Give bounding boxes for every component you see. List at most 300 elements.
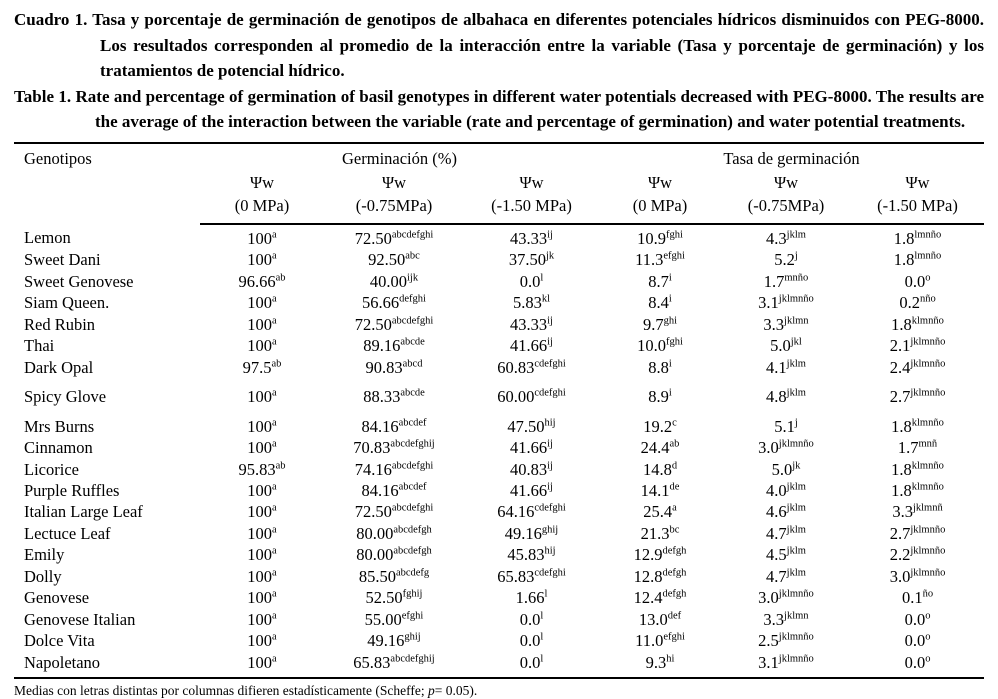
significance-letters: klmnño <box>911 481 944 493</box>
value-cell <box>200 357 324 386</box>
value-cell <box>599 544 721 565</box>
significance-letters: klmnño <box>911 417 944 429</box>
cell-value: 49.16 <box>504 523 542 543</box>
cell-value: 8.7 <box>648 271 669 291</box>
cell-value: 0.0 <box>904 652 926 672</box>
table-row <box>14 566 984 587</box>
caption-english-label: Table 1. <box>14 86 72 106</box>
condition-header: (-0.75MPa) <box>721 194 851 223</box>
cell-value: 10.9 <box>637 228 666 248</box>
cell-value: 13.0 <box>638 609 668 629</box>
cell-value: 1.8 <box>893 250 915 270</box>
significance-letters: defgh <box>662 545 687 557</box>
table-row <box>14 630 984 651</box>
cell-value: 3.0 <box>758 588 779 608</box>
significance-letters: kl <box>541 293 551 305</box>
significance-letters: j <box>794 417 798 429</box>
cell-value: 65.83 <box>497 566 535 586</box>
significance-letters: jklmnño <box>910 524 946 536</box>
cell-value: 100 <box>247 652 273 672</box>
value-cell <box>200 292 324 313</box>
significance-letters: abcdef <box>398 417 427 429</box>
value-cell <box>599 357 721 386</box>
value-cell <box>851 357 984 386</box>
cell-value: 60.00 <box>497 387 535 407</box>
cell-value: 4.0 <box>766 480 787 500</box>
significance-letters: jklm <box>786 545 806 557</box>
cell-value: 70.83 <box>353 438 391 458</box>
value-cell <box>464 292 599 313</box>
psi-label: Ψw <box>381 172 407 192</box>
footnote-prefix: Medias con letras distintas por columnas difieren estadísticamente (Scheffe; <box>14 683 428 699</box>
psi-label: Ψw <box>519 172 544 192</box>
value-cell <box>200 609 324 630</box>
cell-value: 0.0 <box>904 631 926 651</box>
cell-value: 2.7 <box>889 523 911 543</box>
value-cell <box>324 544 464 565</box>
cell-value: 100 <box>247 588 273 608</box>
cell-value: 4.5 <box>766 545 787 565</box>
group-header-row <box>14 143 984 170</box>
psi-label: Ψw <box>773 172 799 192</box>
value-cell <box>324 249 464 270</box>
cell-value: 100 <box>247 314 273 334</box>
genotype-name: Lemon <box>24 228 71 248</box>
cell-value: 47.50 <box>507 416 545 436</box>
value-cell <box>200 566 324 587</box>
significance-letters: ño <box>922 588 934 600</box>
value-cell <box>851 335 984 356</box>
significance-letters: hi <box>666 653 675 665</box>
cell-value: 5.83 <box>512 293 542 313</box>
value-cell <box>464 544 599 565</box>
value-cell <box>324 566 464 587</box>
significance-letters: efghi <box>401 610 424 622</box>
value-cell <box>599 480 721 501</box>
cell-value: 1.8 <box>891 314 912 334</box>
cell-value: 4.7 <box>766 523 787 543</box>
significance-letters: a <box>272 250 277 262</box>
footnote-p-symbol: p <box>428 683 435 699</box>
table-row <box>14 249 984 270</box>
table-row <box>14 335 984 356</box>
value-cell <box>324 386 464 415</box>
value-cell <box>200 480 324 501</box>
table-row <box>14 609 984 630</box>
value-cell <box>599 335 721 356</box>
table-row <box>14 544 984 565</box>
value-cell <box>721 652 851 678</box>
psi-label: Ψw <box>647 172 673 192</box>
significance-letters: abcdefgh <box>393 524 432 536</box>
value-cell <box>324 224 464 249</box>
value-cell <box>324 357 464 386</box>
value-cell <box>721 249 851 270</box>
cell-value: 1.7 <box>763 271 785 291</box>
value-cell <box>464 609 599 630</box>
value-cell <box>851 587 984 608</box>
significance-letters: jklmnño <box>910 545 946 557</box>
significance-letters: a <box>272 631 277 643</box>
cell-value: 11.3 <box>635 250 664 270</box>
table-header <box>14 143 984 224</box>
cell-value: 100 <box>247 545 273 565</box>
cell-value: 0.1 <box>901 588 923 608</box>
significance-letters: o <box>925 610 931 622</box>
table-captions <box>14 7 984 135</box>
significance-letters: abcdefg <box>395 567 430 579</box>
cell-value: 55.00 <box>364 609 402 629</box>
significance-letters: c <box>672 417 677 429</box>
condition-header: (-1.50 MPa) <box>851 194 984 223</box>
table-row <box>14 357 984 386</box>
cell-value: 5.0 <box>771 459 793 479</box>
value-cell <box>721 292 851 313</box>
table-row <box>14 501 984 522</box>
cell-value: 4.3 <box>766 228 787 248</box>
value-cell <box>721 523 851 544</box>
genotype-name: Sweet Dani <box>24 250 101 270</box>
value-cell <box>851 523 984 544</box>
caption-english <box>14 84 984 135</box>
cell-value: 100 <box>247 631 273 651</box>
significance-letters: a <box>272 502 277 514</box>
value-cell <box>851 292 984 313</box>
cell-value: 19.2 <box>643 416 673 436</box>
significance-letters: mnño <box>784 272 809 284</box>
significance-letters: o <box>925 653 931 665</box>
significance-letters: a <box>272 293 277 305</box>
cell-value: 45.83 <box>507 545 545 565</box>
genotype-name: Emily <box>24 545 65 565</box>
condition-header: (0 MPa) <box>599 194 721 223</box>
significance-letters: ij <box>547 229 553 241</box>
cell-value: 41.66 <box>510 438 548 458</box>
value-cell <box>599 587 721 608</box>
value-cell <box>324 609 464 630</box>
value-cell <box>200 249 324 270</box>
significance-letters: a <box>272 588 277 600</box>
table-row <box>14 587 984 608</box>
value-cell <box>200 523 324 544</box>
cell-value: 64.16 <box>497 502 535 522</box>
significance-letters: jklm <box>786 481 806 493</box>
significance-letters: def <box>667 610 682 622</box>
cell-value: 100 <box>247 609 273 629</box>
cell-value: 37.50 <box>508 250 546 270</box>
value-cell <box>599 609 721 630</box>
cell-value: 84.16 <box>361 416 399 436</box>
value-cell <box>851 459 984 480</box>
significance-letters: abcdefghi <box>391 502 434 514</box>
value-cell <box>200 224 324 249</box>
value-cell <box>721 386 851 415</box>
significance-letters: jklmnño <box>778 631 814 643</box>
cell-value: 100 <box>247 502 273 522</box>
value-cell <box>324 292 464 313</box>
significance-letters: a <box>272 524 277 536</box>
cell-value: 12.8 <box>633 566 663 586</box>
significance-letters: defgh <box>662 567 687 579</box>
genotype-name: Purple Ruffles <box>24 480 120 500</box>
value-cell <box>200 544 324 565</box>
value-cell <box>851 609 984 630</box>
cell-value: 11.0 <box>635 631 664 651</box>
cell-value: 72.50 <box>354 228 392 248</box>
significance-letters: jklm <box>786 229 806 241</box>
value-cell <box>851 566 984 587</box>
significance-letters: abc <box>405 250 420 262</box>
value-cell <box>721 609 851 630</box>
significance-letters: ab <box>271 358 282 370</box>
value-cell <box>599 630 721 651</box>
value-cell <box>599 523 721 544</box>
cell-value: 3.0 <box>889 566 911 586</box>
significance-letters: jklmn <box>784 610 809 622</box>
significance-letters: i <box>668 293 672 305</box>
cell-value: 1.8 <box>893 228 915 248</box>
genotype-name: Siam Queen. <box>24 293 110 313</box>
genotype-name: Italian Large Leaf <box>24 502 143 522</box>
significance-letters: a <box>272 417 277 429</box>
value-cell <box>599 459 721 480</box>
significance-letters: i <box>668 387 672 399</box>
cell-value: 56.66 <box>362 293 400 313</box>
value-cell <box>464 249 599 270</box>
value-cell <box>324 523 464 544</box>
value-cell <box>464 314 599 335</box>
significance-letters: ij <box>547 315 553 327</box>
caption-spanish-label: Cuadro 1. <box>14 10 88 29</box>
value-cell <box>721 480 851 501</box>
significance-letters: fghi <box>665 229 683 241</box>
genotype-name: Licorice <box>24 459 79 479</box>
significance-letters: efghi <box>663 631 685 643</box>
significance-letters: ghij <box>541 524 559 536</box>
cell-value: 97.5 <box>242 357 272 377</box>
footnote-suffix: = 0.05). <box>434 683 478 699</box>
value-cell <box>464 357 599 386</box>
significance-letters: ij <box>547 336 553 348</box>
cell-value: 14.1 <box>640 480 670 500</box>
table-row <box>14 437 984 458</box>
value-cell <box>324 271 464 292</box>
value-cell <box>721 416 851 437</box>
significance-letters: l <box>540 653 544 665</box>
cell-value: 1.7 <box>897 438 919 458</box>
cell-value: 40.83 <box>510 459 548 479</box>
cell-value: 3.0 <box>758 438 779 458</box>
value-cell <box>200 501 324 522</box>
significance-letters: abcdefghi <box>391 315 434 327</box>
significance-letters: jk <box>545 250 555 262</box>
value-cell <box>721 437 851 458</box>
value-cell <box>599 652 721 678</box>
significance-letters: abcde <box>400 336 425 348</box>
value-cell <box>464 501 599 522</box>
value-cell <box>851 544 984 565</box>
value-cell <box>200 386 324 415</box>
cell-value: 4.6 <box>766 502 787 522</box>
cell-value: 43.33 <box>510 314 548 334</box>
value-cell <box>324 652 464 678</box>
cell-value: 8.8 <box>648 357 669 377</box>
value-cell <box>599 314 721 335</box>
significance-letters: nño <box>919 293 936 305</box>
cell-value: 100 <box>247 387 273 407</box>
significance-letters: ij <box>547 460 553 471</box>
value-cell <box>851 314 984 335</box>
significance-letters: cdefghi <box>534 502 566 514</box>
cell-value: 89.16 <box>363 336 401 356</box>
cell-value: 12.4 <box>633 588 663 608</box>
significance-letters: defgh <box>662 588 687 600</box>
cell-value: 41.66 <box>510 480 548 500</box>
significance-letters: fghi <box>665 336 683 348</box>
table-body <box>14 224 984 678</box>
table-row <box>14 480 984 501</box>
cell-value: 60.83 <box>497 357 535 377</box>
significance-letters: jklmnño <box>778 293 814 305</box>
cell-value: 5.2 <box>774 250 795 270</box>
significance-letters: jklmnño <box>778 438 814 450</box>
cell-value: 4.8 <box>766 387 787 407</box>
significance-letters: o <box>925 631 931 643</box>
significance-letters: abcdef <box>398 481 427 493</box>
cell-value: 84.16 <box>361 480 399 500</box>
cell-value: 4.7 <box>766 566 787 586</box>
value-cell <box>200 437 324 458</box>
significance-letters: jklm <box>786 567 806 579</box>
significance-letters: a <box>272 545 277 557</box>
value-cell <box>464 480 599 501</box>
cell-value: 100 <box>247 250 273 270</box>
cell-value: 0.2 <box>899 293 920 313</box>
cell-value: 72.50 <box>354 314 392 334</box>
genotype-name: Lectuce Leaf <box>24 523 111 543</box>
significance-letters: abcd <box>402 358 423 370</box>
significance-letters: a <box>272 610 277 622</box>
cell-value: 3.1 <box>758 293 779 313</box>
cell-value: 3.1 <box>758 652 779 672</box>
value-cell <box>721 459 851 480</box>
cell-value: 80.00 <box>356 523 394 543</box>
value-cell <box>464 566 599 587</box>
value-cell <box>721 335 851 356</box>
significance-letters: a <box>272 567 277 579</box>
significance-letters: jk <box>792 460 801 471</box>
value-cell <box>851 249 984 270</box>
significance-letters: bc <box>669 524 680 536</box>
cell-value: 0.0 <box>519 271 541 291</box>
cell-value: 88.33 <box>363 387 401 407</box>
significance-letters: jklm <box>786 387 806 399</box>
cell-value: 4.1 <box>766 357 787 377</box>
significance-letters: ab <box>275 460 286 471</box>
significance-letters: jklmn <box>784 315 809 327</box>
value-cell <box>200 416 324 437</box>
table-footnote <box>14 682 984 699</box>
value-cell <box>464 652 599 678</box>
value-cell <box>851 501 984 522</box>
cell-value: 100 <box>247 480 273 500</box>
cell-value: 1.8 <box>891 480 912 500</box>
genotype-name: Red Rubin <box>24 314 96 334</box>
value-cell <box>721 544 851 565</box>
cell-value: 2.4 <box>889 357 911 377</box>
cell-value: 8.9 <box>648 387 669 407</box>
value-cell <box>599 249 721 270</box>
value-cell <box>464 224 599 249</box>
value-cell <box>851 416 984 437</box>
genotype-name: Cinnamon <box>24 438 93 458</box>
cell-value: 3.3 <box>892 502 913 522</box>
value-cell <box>324 459 464 480</box>
value-cell <box>464 437 599 458</box>
genotype-name: Dolly <box>24 566 62 586</box>
cell-value: 41.66 <box>510 336 548 356</box>
significance-letters: jklm <box>786 524 806 536</box>
value-cell <box>324 630 464 651</box>
significance-letters: lmnño <box>914 250 942 262</box>
value-cell <box>324 587 464 608</box>
significance-letters: lmnño <box>914 229 942 241</box>
cell-value: 100 <box>247 416 273 436</box>
significance-letters: d <box>671 460 678 471</box>
col-group-tasa: Tasa de germinación <box>723 148 860 168</box>
significance-letters: ijk <box>407 272 419 284</box>
cell-value: 96.66 <box>238 271 276 291</box>
cell-value: 0.0 <box>519 609 541 629</box>
value-cell <box>324 501 464 522</box>
significance-letters: jklmnño <box>910 336 946 348</box>
genotype-name: Genovese <box>24 588 90 608</box>
value-cell <box>599 224 721 249</box>
value-cell <box>851 437 984 458</box>
cell-value: 0.0 <box>904 271 926 291</box>
value-cell <box>721 501 851 522</box>
value-cell <box>200 652 324 678</box>
significance-letters: ghi <box>663 315 678 327</box>
significance-letters: abcdefghij <box>390 653 435 665</box>
cell-value: 80.00 <box>356 545 394 565</box>
cell-value: 0.0 <box>519 631 541 651</box>
cell-value: 52.50 <box>365 588 403 608</box>
significance-letters: jklmnño <box>910 567 946 579</box>
cell-value: 24.4 <box>640 438 670 458</box>
psi-label: Ψw <box>249 172 275 192</box>
caption-spanish <box>14 7 984 84</box>
value-cell <box>721 587 851 608</box>
significance-letters: abcdefgh <box>393 545 432 557</box>
cell-value: 2.7 <box>889 387 911 407</box>
value-cell <box>324 314 464 335</box>
value-cell <box>599 437 721 458</box>
genotype-name: Napoletano <box>14 652 200 678</box>
significance-letters: a <box>272 653 277 665</box>
value-cell <box>599 386 721 415</box>
cell-value: 12.9 <box>633 545 663 565</box>
cell-value: 3.3 <box>763 314 785 334</box>
cell-value: 92.50 <box>368 250 406 270</box>
condition-header: (0 MPa) <box>200 194 324 223</box>
col-header-genotipos: Genotipos <box>24 148 92 168</box>
significance-letters: abcde <box>400 387 425 399</box>
genotype-name: Spicy Glove <box>24 387 107 407</box>
value-cell <box>599 416 721 437</box>
value-cell <box>599 501 721 522</box>
value-cell <box>324 416 464 437</box>
